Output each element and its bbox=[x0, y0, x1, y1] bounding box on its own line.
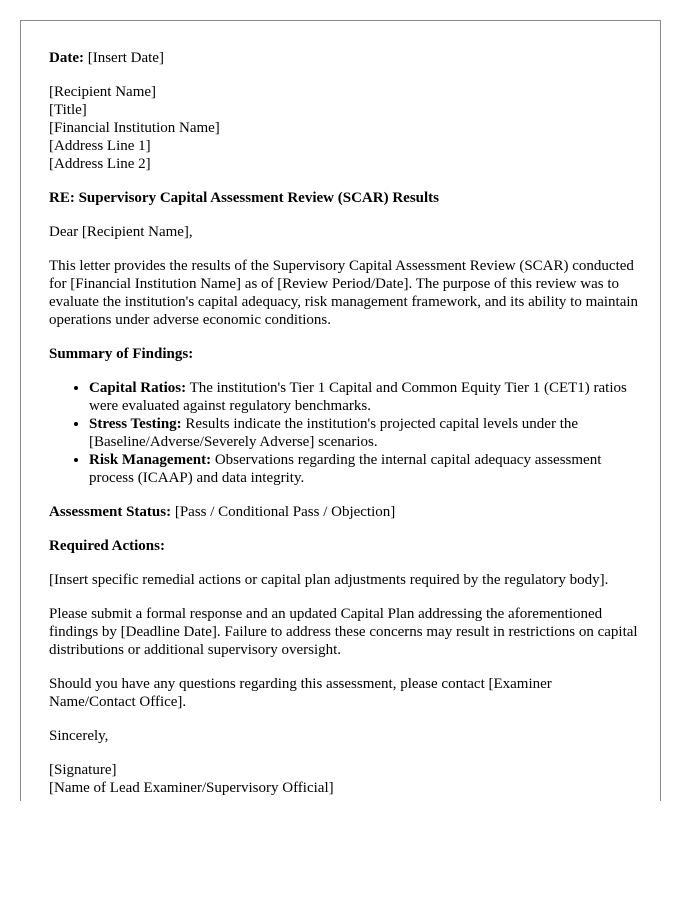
recipient-address-line-2: [Address Line 2] bbox=[49, 156, 151, 172]
date-value: [Insert Date] bbox=[83, 50, 164, 66]
recipient-block bbox=[49, 83, 639, 173]
summary-heading: Summary of Findings: bbox=[49, 346, 194, 362]
status-line bbox=[49, 503, 639, 521]
status-value: [Pass / Conditional Pass / Objection] bbox=[171, 504, 396, 520]
recipient-name: [Recipient Name] bbox=[49, 84, 157, 100]
letter-body bbox=[49, 49, 639, 801]
signature: [Signature] bbox=[49, 762, 117, 778]
date-label: Date: bbox=[49, 50, 84, 66]
letter-page bbox=[20, 20, 661, 801]
subject-text: RE: Supervisory Capital Assessment Review (SCAR) Results bbox=[49, 190, 439, 206]
finding-item-stress-testing bbox=[89, 415, 639, 451]
signer-line: [Name of Lead Examiner/Supervisory Official] bbox=[49, 780, 334, 796]
finding-text: The institution's Tier 1 Capital and Common Equity Tier 1 (CET1) ratios were evaluated against regulatory benchmarks. bbox=[89, 380, 627, 414]
actions-heading: Required Actions: bbox=[49, 538, 165, 554]
recipient-address-line-1: [Address Line 1] bbox=[49, 138, 151, 154]
signature-block bbox=[49, 761, 639, 797]
finding-item-capital-ratios bbox=[89, 379, 639, 415]
finding-text: Observations regarding the internal capital adequacy assessment process (ICAAP) and data integrity. bbox=[89, 452, 602, 486]
salutation: Dear [Recipient Name], bbox=[49, 224, 193, 240]
finding-label: Risk Management: bbox=[89, 452, 212, 468]
date-line bbox=[49, 49, 639, 67]
response-request-paragraph: Please submit a formal response and an updated Capital Plan addressing the aforementioned findings by [Deadline Date]. Failure to address these concerns may result in restrictions on capital distributions or additional supervisory oversight. bbox=[49, 606, 638, 658]
finding-item-risk-management bbox=[89, 451, 639, 487]
finding-text: Results indicate the institution's projected capital levels under the [Baseline/Adverse/Severely Adverse] scenarios. bbox=[89, 416, 579, 450]
status-label: Assessment Status: bbox=[49, 504, 172, 520]
recipient-title: [Title] bbox=[49, 102, 87, 118]
actions-heading-line bbox=[49, 537, 639, 555]
actions-paragraph: [Insert specific remedial actions or capital plan adjustments required by the regulatory body]. bbox=[49, 572, 609, 588]
subject-line bbox=[49, 189, 639, 207]
finding-label: Stress Testing: bbox=[89, 416, 182, 432]
closing: Sincerely, bbox=[49, 728, 109, 744]
summary-heading-line bbox=[49, 345, 639, 363]
contact-paragraph: Should you have any questions regarding this assessment, please contact [Examiner Name/Contact Office]. bbox=[49, 676, 552, 710]
findings-list bbox=[49, 379, 639, 487]
recipient-institution: [Financial Institution Name] bbox=[49, 120, 220, 136]
intro-paragraph: This letter provides the results of the Supervisory Capital Assessment Review (SCAR) conducted for [Financial Institution Name] as of [Review Period/Date]. The purpose of this review was to evaluate the institution's capital adequacy, risk management framework, and its ability to maintain operations under adverse economic conditions. bbox=[49, 258, 639, 328]
finding-label: Capital Ratios: bbox=[89, 380, 187, 396]
